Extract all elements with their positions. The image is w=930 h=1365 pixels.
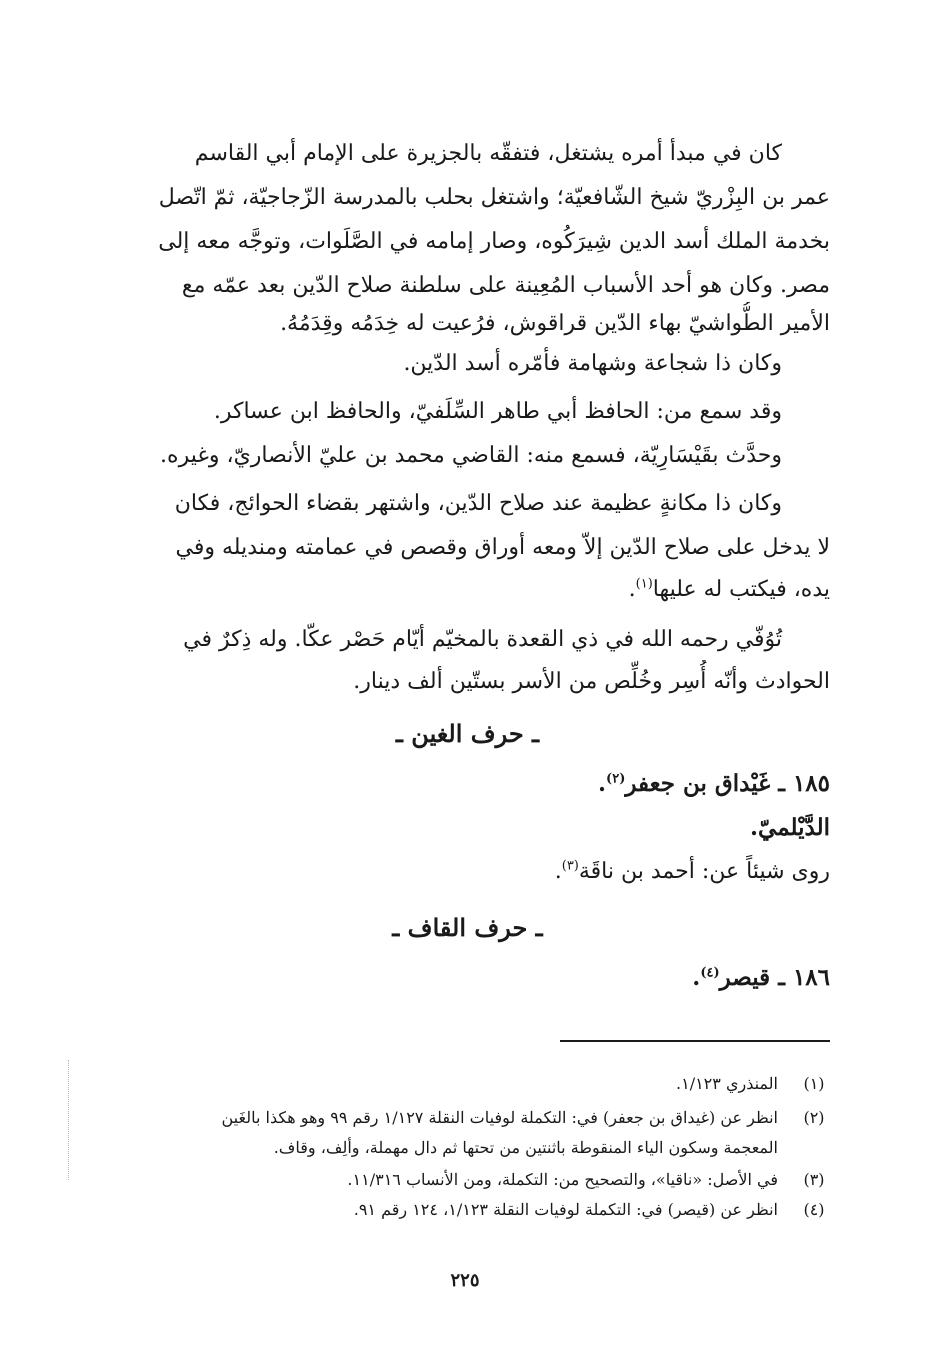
footnote-text: المعجمة وسكون الياء المنقوطة باثنتين من تحتها ثم دال مهملة، وألِف، وقاف. xyxy=(273,1138,778,1157)
footnote-ref: (٤) xyxy=(700,965,720,981)
footnote-ref: (١) xyxy=(635,576,653,592)
period: . xyxy=(692,964,701,991)
footnote-2-cont xyxy=(105,1134,830,1162)
footnote-number: (٤) xyxy=(803,1200,825,1219)
footnote-text: المنذري ١/١٢٣. xyxy=(676,1074,778,1093)
body-line: وكان ذا مكانةٍ عظيمة عند صلاح الدّين، واشتهر بقضاء الحوائج، فكان xyxy=(174,491,782,516)
section-heading-ghayn: ـ حرف الغين ـ xyxy=(395,719,540,748)
body-line: مصر. وكان هو أحد الأسباب المُعِينة على سلطنة صلاح الدّين بعد عمّه مع xyxy=(181,273,830,298)
body-line: بخدمة الملك أسد الدين شِيرَكُوه، وصار إمامه في الصَّلَوات، وتوجَّه معه إلى xyxy=(158,229,830,254)
footnote-ref: (٣) xyxy=(561,858,579,874)
footnote-text: في الأصل: «ناقيا»، والتصحيح من: التكملة، ومن الأنساب ١١/٣١٦. xyxy=(347,1170,778,1189)
footnote-1 xyxy=(105,1070,830,1098)
footnote-number: (١) xyxy=(803,1074,825,1093)
body-line xyxy=(105,568,830,612)
body-line: الحوادث وأنّه أُسِر وخُلِّص من الأسر بستّين ألف دينار. xyxy=(353,669,830,694)
footnote-ref: (٢) xyxy=(606,771,626,787)
footnote-2 xyxy=(105,1104,830,1132)
footnote-number: (٢) xyxy=(803,1108,825,1127)
section-heading-qaf: ـ حرف القاف ـ xyxy=(392,913,543,942)
period: . xyxy=(598,770,607,797)
entry-185-title-line xyxy=(105,762,830,806)
body-line: وقد سمع من: الحافظ أبي طاهر السِّلَفيّ، والحافظ ابن عساكر. xyxy=(213,399,782,424)
entry-185-title: ١٨٥ ـ غَيْداق بن جعفر xyxy=(625,770,830,797)
footnote-number: (٣) xyxy=(803,1170,825,1189)
margin-mark xyxy=(68,1060,69,1180)
period: . xyxy=(628,577,636,602)
entry-185-text-line xyxy=(105,850,830,894)
body-text: يده، فيكتب له عليها xyxy=(652,577,830,602)
entry-186-title: ١٨٦ ـ قيصر xyxy=(719,964,830,991)
footnote-4 xyxy=(105,1196,830,1224)
entry-185-text: روى شيئاً عن: أحمد بن ناقَة xyxy=(578,859,830,884)
body-line: وحدَّث بقَيْسَارِيّة، فسمع منه: القاضي محمد بن عليّ الأنصاريّ، وغيره. xyxy=(160,443,782,468)
body-line: كان في مبدأ أمره يشتغل، فتفقّه بالجزيرة على الإمام أبي القاسم xyxy=(194,141,782,166)
body-line: لا يدخل على صلاح الدّين إلاّ ومعه أوراق وقصص في عمامته ومنديله وفي xyxy=(175,535,830,560)
body-line: الأمير الطُّواشيّ بهاء الدّين قراقوش، فرُعيت له خِدَمُه وقِدَمُهُ. xyxy=(280,311,830,336)
entry-186-title-line xyxy=(105,956,830,1000)
page-number: ٢٢٥ xyxy=(450,1270,480,1291)
footnote-3 xyxy=(105,1166,830,1194)
body-line: تُوُفّي رحمه الله في ذي القعدة بالمخيّم أيّام حَصْر عكّا. وله ذِكرٌ في xyxy=(183,627,782,652)
footnote-text: انظر عن (قيصر) في: التكملة لوفيات النقلة ١/١٢٣، ١٢٤ رقم ٩١. xyxy=(353,1200,778,1219)
period: . xyxy=(554,859,562,884)
footnote-separator xyxy=(560,1040,830,1042)
body-line: عمر بن البِزْريّ شيخ الشّافعيّة؛ واشتغل بحلب بالمدرسة الزّجاجيّة، ثمّ اتّصل xyxy=(158,185,830,210)
footnote-text: انظر عن (غيداق بن جعفر) في: التكملة لوفيات النقلة ١/١٢٧ رقم ٩٩ وهو هكذا بالغَين xyxy=(221,1108,778,1127)
entry-185-nisba: الدَّيْلميّ. xyxy=(750,814,830,841)
body-line: وكان ذا شجاعة وشهامة فأمّره أسد الدّين. xyxy=(403,351,782,376)
